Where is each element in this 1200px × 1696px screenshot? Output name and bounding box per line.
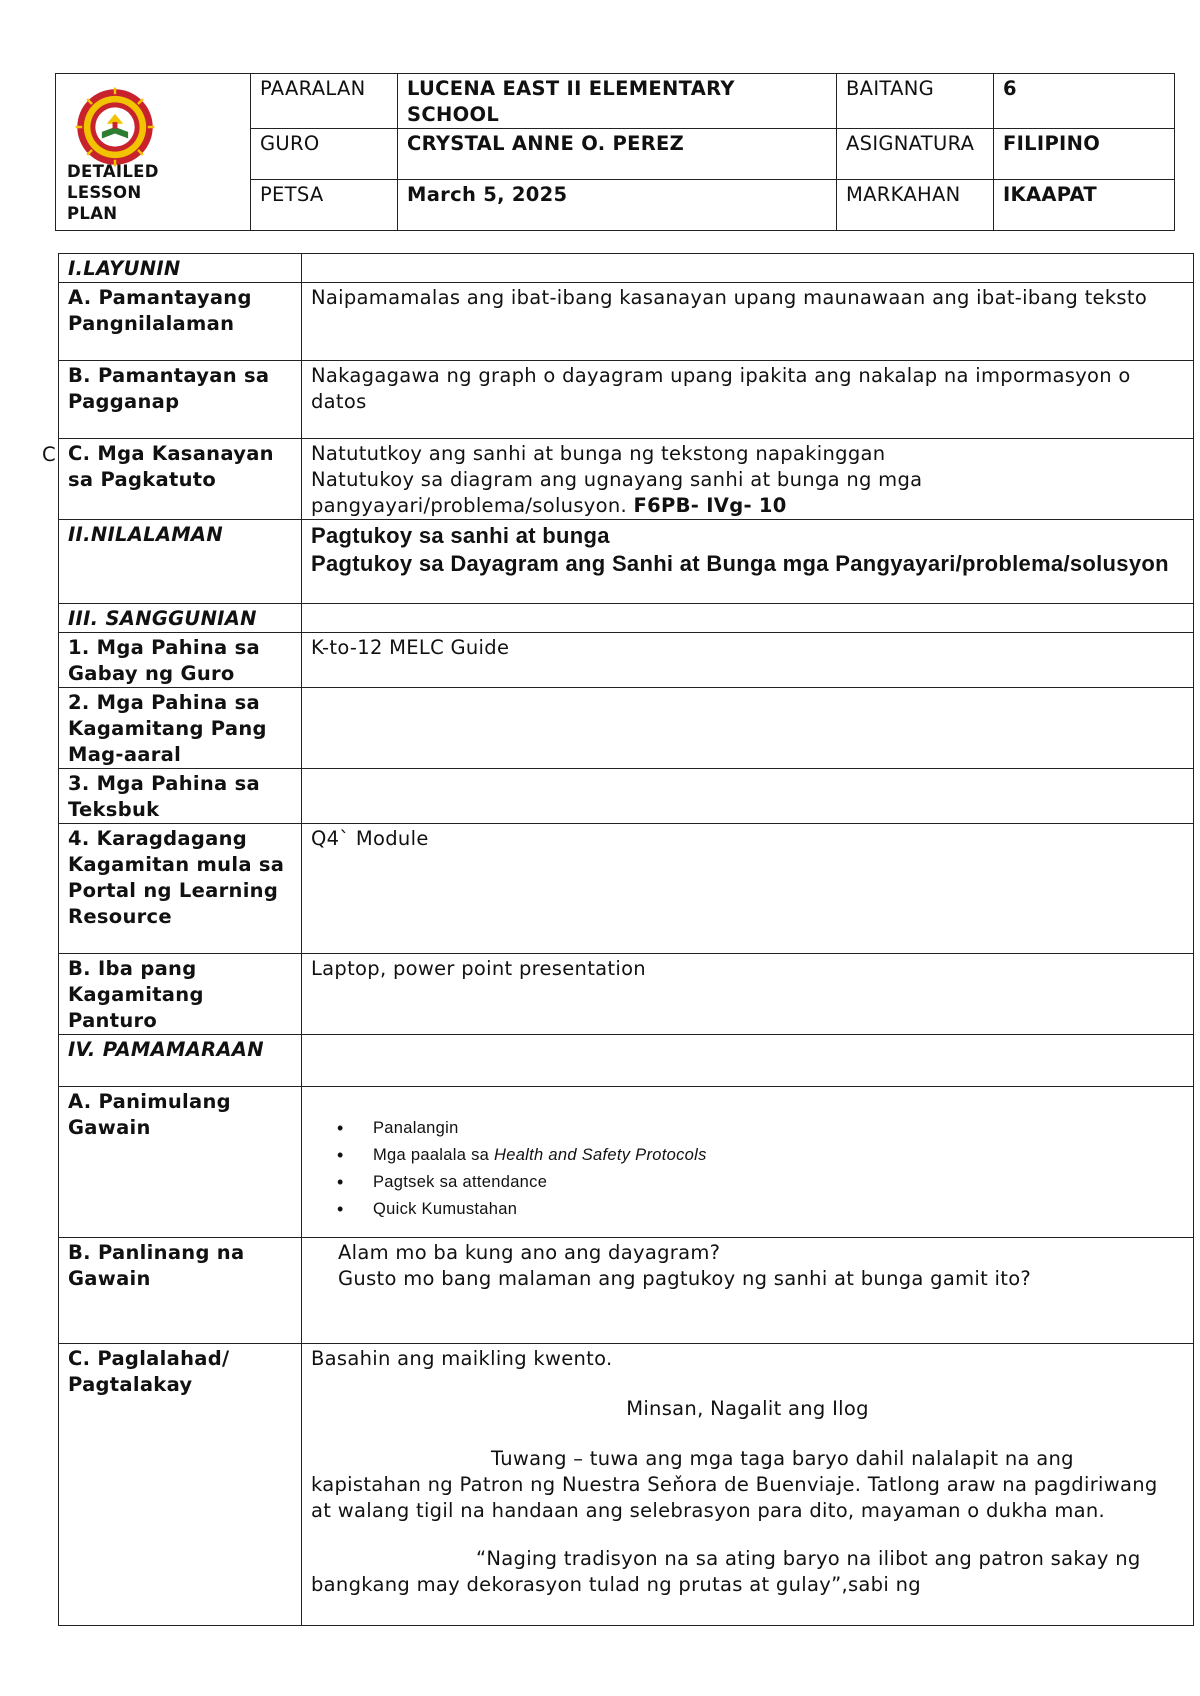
story-title: Minsan, Nagalit ang Ilog	[626, 1397, 869, 1420]
section-sanggunian: III. SANGGUNIAN	[59, 604, 302, 633]
list-item: • Quick Kumustahan	[373, 1196, 1184, 1223]
subject-value: FILIPINO	[994, 129, 1175, 180]
list-item: • Pagtsek sa attendance	[373, 1169, 1184, 1196]
pagganap-label: B. Pamantayan sa Pagganap	[59, 361, 302, 439]
panlinang-label: B. Panlinang na Gawain	[59, 1238, 302, 1344]
doc-type-label: DETAILED LESSON PLAN	[67, 162, 159, 223]
school-label: PAARALAN	[251, 74, 398, 129]
section-nilalaman: II.NILALAMAN	[59, 520, 302, 604]
portal-text: Q4` Module	[302, 824, 1194, 954]
portal-label: 4. Karagdagang Kagamitan mula sa Portal ng Learning Resource	[59, 824, 302, 954]
gabay-text: K-to-12 MELC Guide	[302, 633, 1194, 688]
subject-label: ASIGNATURA	[837, 129, 994, 180]
empty-cell	[302, 254, 1194, 283]
kasanayan-line1: Natututkoy ang sanhi at bunga ng tekstong napakinggan	[311, 442, 886, 465]
panimulang-label: A. Panimulang Gawain	[59, 1087, 302, 1238]
kasanayan-label: C. Mga Kasanayan sa Pagkatuto	[59, 439, 302, 520]
lesson-plan-table	[58, 253, 1194, 1626]
header-table	[55, 73, 1175, 231]
quarter-label: MARKAHAN	[837, 180, 994, 231]
kasanayan-code: F6PB- IVg- 10	[633, 494, 787, 517]
panlinang-text	[302, 1238, 1194, 1344]
paglalahad-text	[302, 1344, 1194, 1626]
quarter-value: IKAAPAT	[994, 180, 1175, 231]
grade-value: 6	[994, 74, 1175, 129]
story-paragraph-1: Tuwang – tuwa ang mga taga baryo dahil nalalapit na ang kapistahan ng Patron ng Nuestra Seňora de Buenviaje. Tatlong araw na pagdiriwang at walang tigil na handaan ang selebrasyon para dito, mayaman o dukha man.	[311, 1447, 1158, 1522]
teksbuk-label: 3. Mga Pahina sa Teksbuk	[59, 769, 302, 824]
school-seal-logo	[74, 86, 156, 168]
empty-cell	[302, 1035, 1194, 1087]
grade-label: BAITANG	[837, 74, 994, 129]
section-pamamaraan: IV. PAMAMARAAN	[59, 1035, 302, 1087]
paglalahad-intro: Basahin ang maikling kwento.	[311, 1347, 613, 1370]
list-item: • Mga paalala sa Health and Safety Protocols	[373, 1142, 1184, 1169]
panlinang-question-1: Alam mo ba kung ano ang dayagram?	[338, 1241, 721, 1264]
panimulang-list	[311, 1115, 1184, 1223]
pagganap-text: Nakagagawa ng graph o dayagram upang ipakita ang nakalap na impormasyon o datos	[302, 361, 1194, 439]
empty-cell	[302, 769, 1194, 824]
stray-character: C	[42, 443, 56, 466]
school-value: LUCENA EAST II ELEMENTARY SCHOOL	[398, 74, 837, 129]
date-value: March 5, 2025	[398, 180, 837, 231]
logo-cell	[56, 74, 251, 231]
gabay-label: 1. Mga Pahina sa Gabay ng Guro	[59, 633, 302, 688]
panturo-text: Laptop, power point presentation	[302, 954, 1194, 1035]
nilalaman-line2: Pagtukoy sa Dayagram ang Sanhi at Bunga mga Pangyayari/problema/solusyon	[311, 551, 1169, 576]
kasanayan-text	[302, 439, 1194, 520]
list-item: • Panalangin	[373, 1115, 1184, 1142]
date-label: PETSA	[251, 180, 398, 231]
pamantayang-text: Naipamamalas ang ibat-ibang kasanayan upang maunawaan ang ibat-ibang teksto	[302, 283, 1194, 361]
nilalaman-text	[302, 520, 1194, 604]
nilalaman-line1: Pagtukoy sa sanhi at bunga	[311, 523, 610, 548]
teacher-label: GURO	[251, 129, 398, 180]
kagamitan-label: 2. Mga Pahina sa Kagamitang Pang Mag-aaral	[59, 688, 302, 769]
teacher-value: CRYSTAL ANNE O. PEREZ	[398, 129, 837, 180]
panlinang-question-2: Gusto mo bang malaman ang pagtukoy ng sanhi at bunga gamit ito?	[338, 1267, 1032, 1290]
panimulang-list-cell	[302, 1087, 1194, 1238]
panturo-label: B. Iba pang Kagamitang Panturo	[59, 954, 302, 1035]
kasanayan-line2: Natutukoy sa diagram ang ugnayang sanhi at bunga ng mga pangyayari/problema/solusyon.	[311, 468, 923, 517]
empty-cell	[302, 688, 1194, 769]
empty-cell	[302, 604, 1194, 633]
paglalahad-label: C. Paglalahad/ Pagtalakay	[59, 1344, 302, 1626]
pamantayang-label: A. Pamantayang Pangnilalaman	[59, 283, 302, 361]
story-paragraph-2: “Naging tradisyon na sa ating baryo na ilibot ang patron sakay ng bangkang may dekorasyon tulad ng prutas at gulay”,sabi ng	[311, 1547, 1141, 1596]
section-layunin: I.LAYUNIN	[59, 254, 302, 283]
